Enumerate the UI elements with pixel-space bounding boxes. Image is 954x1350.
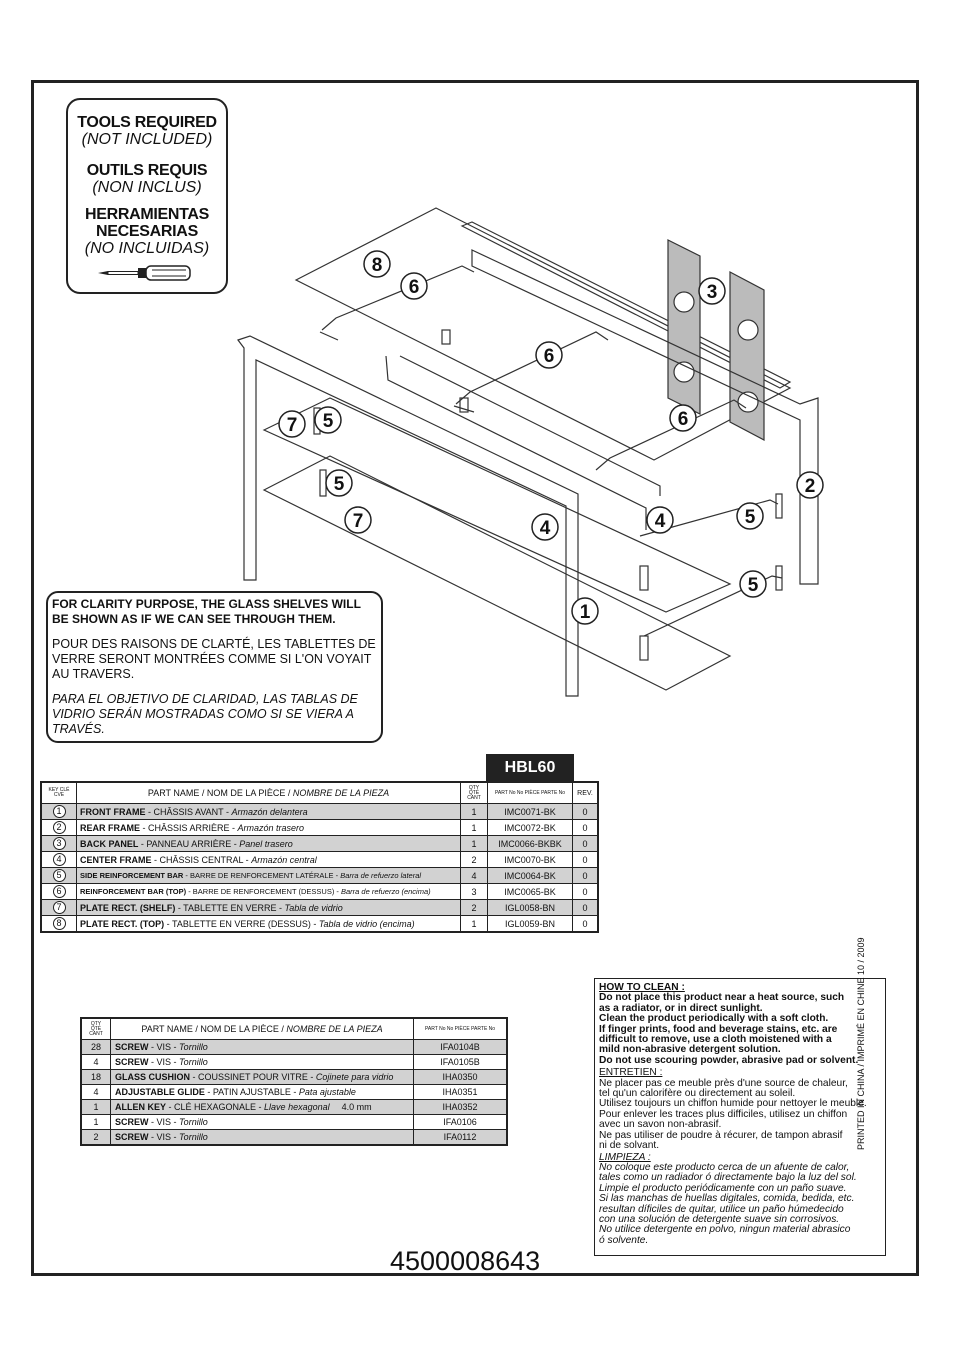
part-number: IMC0071-BK xyxy=(488,804,573,820)
document-number: 4500008643 xyxy=(390,1246,541,1276)
part-name-spanish: Armazón trasero xyxy=(237,822,305,833)
clean-line: Clean the product periodically with a soft cloth. xyxy=(599,1013,829,1025)
clean-line: ó solvente. xyxy=(599,1234,649,1246)
clean-line: ni de solvant. xyxy=(599,1140,660,1152)
printed-in-note: PRINTED IN CHINA / IMPRIMÉ EN CHINE 10 / 2009 xyxy=(856,937,866,1150)
part-number: IMC0066-BKBK xyxy=(488,836,573,852)
part-name xyxy=(77,900,461,916)
callout-6c: 6 xyxy=(677,409,689,430)
hw-header-part-name-plain: PART NAME / NOM DE LA PIÈCE / xyxy=(141,1024,287,1034)
callout-5d: 5 xyxy=(747,575,759,596)
part-name-rest: - CHÂSSIS ARRIÈRE - xyxy=(140,822,238,833)
part-key xyxy=(41,884,77,900)
clean-line: avec un savon non-abrasif. xyxy=(599,1119,722,1131)
table-row xyxy=(81,1070,507,1085)
callout-1: 1 xyxy=(579,602,591,623)
hw-name xyxy=(111,1040,414,1055)
hw-name-rest: - COUSSINET POUR VITRE - xyxy=(190,1072,316,1082)
hw-name xyxy=(111,1100,414,1115)
hardware-header-row xyxy=(81,1018,507,1040)
clean-line: difficult to remove, use a cloth moistened with a xyxy=(599,1034,832,1046)
hw-header-part-name xyxy=(111,1018,414,1040)
part-key-number: 6 xyxy=(53,885,66,898)
part-number: IMC0065-BK xyxy=(488,884,573,900)
callout-7a: 7 xyxy=(286,415,298,436)
part-number: IMC0072-BK xyxy=(488,820,573,836)
table-row xyxy=(81,1100,507,1115)
part-name-rest: - TABLETTE EN VERRE (DESSUS) - xyxy=(164,918,319,929)
hw-header-qty: QTY QTÉ CANT xyxy=(81,1018,111,1040)
part-name-bold: PLATE RECT. (TOP) xyxy=(80,918,165,929)
part-name xyxy=(77,916,461,933)
part-number: IGL0059-BN xyxy=(488,916,573,933)
part-name xyxy=(77,820,461,836)
hw-name-bold: GLASS CUSHION xyxy=(115,1072,191,1082)
hw-name-rest: - VIS - xyxy=(148,1132,180,1142)
part-key-number: 8 xyxy=(53,917,66,930)
hardware-table xyxy=(80,1017,508,1146)
hw-qty: 1 xyxy=(81,1115,111,1130)
part-qty: 1 xyxy=(461,820,488,836)
hw-name-bold: SCREW xyxy=(115,1117,149,1127)
parts-header-row xyxy=(41,782,598,804)
part-key-number: 1 xyxy=(53,805,66,818)
clean-line: tales como un radiador ó directamente bajo la luz del sol. xyxy=(599,1172,857,1184)
model-badge: HBL60 xyxy=(486,754,574,781)
part-rev: 0 xyxy=(573,868,599,884)
part-key-number: 5 xyxy=(53,869,66,882)
hw-name xyxy=(111,1115,414,1130)
clean-line: Utilisez toujours un chiffon humide pour nettoyer le meuble. xyxy=(599,1098,867,1110)
hw-qty: 4 xyxy=(81,1055,111,1070)
table-row xyxy=(81,1115,507,1130)
clean-en-title: HOW TO CLEAN : xyxy=(599,982,685,993)
part-qty: 1 xyxy=(461,916,488,933)
part-name-spanish: Tabla de vidrio xyxy=(284,902,343,913)
hw-name-spanish: Tornillo xyxy=(179,1117,208,1127)
hw-name-spanish: Tornillo xyxy=(179,1057,208,1067)
part-key-number: 2 xyxy=(53,821,66,834)
part-name-spanish: Barra de refuerzo (encima) xyxy=(341,887,431,896)
hw-name-spanish: Pata ajustable xyxy=(298,1087,356,1097)
clean-line: Si las manchas de huellas digitales, comida, bedida, etc. xyxy=(599,1193,855,1205)
hw-name-bold: SCREW xyxy=(115,1057,149,1067)
table-row xyxy=(81,1040,507,1055)
hw-name-rest: - PATIN AJUSTABLE - xyxy=(204,1087,299,1097)
table-row xyxy=(41,804,598,820)
callout-2: 2 xyxy=(804,476,816,497)
clean-line: No utilice detergente en polvo, ningun material abrasico xyxy=(599,1224,851,1236)
hw-qty: 2 xyxy=(81,1130,111,1146)
part-name-bold: PLATE RECT. (SHELF) xyxy=(80,902,176,913)
part-qty: 2 xyxy=(461,852,488,868)
hw-name-rest: - VIS - xyxy=(148,1042,180,1052)
tools-es-title-2: NECESARIAS xyxy=(96,223,198,240)
clean-line: No coloque este producto cerca de un afuente de calor, xyxy=(599,1161,850,1173)
callout-3: 3 xyxy=(706,282,718,303)
table-row xyxy=(41,868,598,884)
part-name-spanish: Armazón central xyxy=(251,854,317,865)
hw-qty: 28 xyxy=(81,1040,111,1055)
table-row xyxy=(81,1130,507,1146)
hw-name-spanish: Tornillo xyxy=(179,1042,208,1052)
part-rev: 0 xyxy=(573,836,599,852)
table-row xyxy=(41,916,598,933)
clean-line: mild non-abrasive detergent solution. xyxy=(599,1044,781,1056)
header-qty: QTY QTÉ CANT xyxy=(461,782,488,804)
table-row xyxy=(81,1055,507,1070)
part-qty: 2 xyxy=(461,900,488,916)
part-rev: 0 xyxy=(573,916,599,933)
parts-table xyxy=(40,781,599,933)
clean-line: Pour enlever les traces plus difficiles, utilisez un chiffon xyxy=(599,1108,848,1120)
hw-name-rest: - VIS - xyxy=(148,1117,180,1127)
part-key-number: 3 xyxy=(53,837,66,850)
tools-fr-sub: (NON INCLUS) xyxy=(92,179,202,196)
clean-line: as a radiator, or in direct sunlight. xyxy=(599,1002,763,1014)
clean-es-title: LIMPIEZA : xyxy=(599,1151,651,1163)
part-name-spanish: Armazón delantera xyxy=(231,806,308,817)
part-rev: 0 xyxy=(573,884,599,900)
cleaning-instructions xyxy=(594,978,886,1256)
clarity-es: PARA EL OBJETIVO DE CLARIDAD, LAS TABLAS DE VIDRIO SERÁN MOSTRADAS COMO SI SE VIERA A TRAVÉS. xyxy=(52,692,358,736)
callout-8: 8 xyxy=(371,255,383,276)
hw-qty: 4 xyxy=(81,1085,111,1100)
header-part-name-plain: PART NAME / NOM DE LA PIÈCE / xyxy=(147,788,293,798)
tools-en-sub: (NOT INCLUDED) xyxy=(81,131,213,148)
hw-part-number: IFA0105B xyxy=(414,1055,508,1070)
hw-name-spanish: Cojinete para vidrio xyxy=(315,1072,394,1082)
part-key xyxy=(41,804,77,820)
tools-en-title: TOOLS REQUIRED xyxy=(77,114,217,131)
clean-line: Do not use scouring powder, abrasive pad or solvent. xyxy=(599,1054,859,1066)
hw-name-bold: ADJUSTABLE GLIDE xyxy=(115,1087,205,1097)
part-name-bold: REINFORCEMENT BAR (TOP) xyxy=(80,887,187,896)
clean-line: tel qu'un calorifère ou directement au soleil. xyxy=(599,1088,796,1100)
hw-name-bold: SCREW xyxy=(115,1132,149,1142)
part-key-number: 4 xyxy=(53,853,66,866)
hw-header-part-name-italic: NOMBRE DE LA PIEZA xyxy=(286,1024,383,1034)
hw-name-rest: - VIS - xyxy=(148,1057,180,1067)
part-number: IMC0070-BK xyxy=(488,852,573,868)
hw-part-number: IHA0352 xyxy=(414,1100,508,1115)
part-name-spanish: Barra de refuerzo lateral xyxy=(340,871,422,880)
part-name xyxy=(77,868,461,884)
part-name-rest: - TABLETTE EN VERRE - xyxy=(175,902,285,913)
part-key xyxy=(41,820,77,836)
part-name xyxy=(77,884,461,900)
hw-qty: 18 xyxy=(81,1070,111,1085)
clarity-note xyxy=(46,591,383,743)
part-name-bold: FRONT FRAME xyxy=(80,806,146,817)
clean-line: con una solución de detergente suave sin corrosivos. xyxy=(599,1213,840,1225)
hw-name-bold: SCREW xyxy=(115,1042,149,1052)
part-qty: 3 xyxy=(461,884,488,900)
tools-es-title-1: HERRAMIENTAS xyxy=(84,206,210,223)
part-key-number: 7 xyxy=(53,901,66,914)
tools-fr-title: OUTILS REQUIS xyxy=(86,162,208,179)
part-name-rest: - PANNEAU ARRIÈRE - xyxy=(138,838,240,849)
clean-line: Limpie el producto periódicamente con un paño suave. xyxy=(599,1182,847,1194)
part-rev: 0 xyxy=(573,852,599,868)
callout-5a: 5 xyxy=(322,411,334,432)
part-name-spanish: Tabla de vidrio (encima) xyxy=(318,918,415,929)
part-name-rest: - BARRE DE RENFORCEMENT LATÉRALE - xyxy=(183,871,341,880)
part-qty: 1 xyxy=(461,836,488,852)
part-number: IGL0058-BN xyxy=(488,900,573,916)
part-name-rest: - CHÂSSIS AVANT - xyxy=(145,806,232,817)
table-row xyxy=(81,1085,507,1100)
part-name xyxy=(77,836,461,852)
clean-line: If finger prints, food and beverage stains, etc. are xyxy=(599,1023,838,1035)
part-name-rest: - BARRE DE RENFORCEMENT (DESSUS) - xyxy=(186,887,341,896)
clean-line: Ne pas utiliser de poudre à récurer, de tampon abrasif xyxy=(599,1129,843,1141)
part-key xyxy=(41,900,77,916)
hw-name-bold: ALLEN KEY xyxy=(115,1102,167,1112)
header-key: KEY CLÉ CVE xyxy=(41,782,77,804)
table-row xyxy=(41,820,598,836)
part-name xyxy=(77,852,461,868)
hw-header-part-no: PART No No PIÈCE PARTE No xyxy=(414,1018,508,1040)
callout-4b: 4 xyxy=(654,511,666,532)
part-rev: 0 xyxy=(573,804,599,820)
hw-qty: 1 xyxy=(81,1100,111,1115)
table-row xyxy=(41,900,598,916)
callout-6b: 6 xyxy=(543,346,555,367)
table-row xyxy=(41,836,598,852)
header-part-name-italic: NOMBRE DE LA PIEZA xyxy=(292,788,390,798)
table-row xyxy=(41,852,598,868)
hw-extra: 4.0 mm xyxy=(341,1102,372,1112)
part-qty: 1 xyxy=(461,804,488,820)
callout-5b: 5 xyxy=(333,474,345,495)
part-name-bold: CENTER FRAME xyxy=(80,854,152,865)
clean-line: Do not place this product near a heat source, such xyxy=(599,992,845,1004)
tools-es-sub: (NO INCLUIDAS) xyxy=(84,240,210,257)
callout-6a: 6 xyxy=(408,277,420,298)
hw-name xyxy=(111,1055,414,1070)
clean-line: Ne placer pas ce meuble près d'une source de chaleur, xyxy=(599,1077,848,1089)
part-key xyxy=(41,916,77,933)
hw-name-spanish: Tornillo xyxy=(179,1132,208,1142)
clean-line: resultan díficiles de quitar, utilice un paño húmedecido xyxy=(599,1203,844,1215)
part-key xyxy=(41,852,77,868)
part-name-spanish: Panel trasero xyxy=(239,838,293,849)
part-key xyxy=(41,836,77,852)
part-rev: 0 xyxy=(573,900,599,916)
hw-part-number: IFA0106 xyxy=(414,1115,508,1130)
hw-name-spanish: Llave hexagonal xyxy=(264,1102,330,1112)
part-qty: 4 xyxy=(461,868,488,884)
part-name-bold: BACK PANEL xyxy=(80,838,139,849)
hw-name xyxy=(111,1085,414,1100)
header-part-name xyxy=(77,782,461,804)
hw-part-number: IFA0104B xyxy=(414,1040,508,1055)
part-name xyxy=(77,804,461,820)
header-part-no: PART No No PIÈCE PARTE No xyxy=(488,782,573,804)
clean-fr-title: ENTRETIEN : xyxy=(599,1067,663,1079)
clarity-fr: POUR DES RAISONS DE CLARTÉ, LES TABLETTES DE VERRE SERONT MONTRÉES COMME SI L'ON VOYAIT AU TRAVERS. xyxy=(52,637,376,681)
part-number: IMC0064-BK xyxy=(488,868,573,884)
hw-name-rest: - CLÉ HEXAGONALE - xyxy=(166,1102,265,1112)
callout-4a: 4 xyxy=(539,518,551,539)
clarity-en: FOR CLARITY PURPOSE, THE GLASS SHELVES WILL BE SHOWN AS IF WE CAN SEE THROUGH THEM. xyxy=(52,597,361,626)
part-name-rest: - CHÂSSIS CENTRAL - xyxy=(151,854,252,865)
callout-7b: 7 xyxy=(352,511,364,532)
hw-part-number: IFA0112 xyxy=(414,1130,508,1146)
part-key xyxy=(41,868,77,884)
header-rev: REV. xyxy=(573,782,599,804)
part-name-bold: SIDE REINFORCEMENT BAR xyxy=(80,871,184,880)
callout-5c: 5 xyxy=(744,507,756,528)
hw-name xyxy=(111,1130,414,1146)
hw-name xyxy=(111,1070,414,1085)
table-row xyxy=(41,884,598,900)
part-rev: 0 xyxy=(573,820,599,836)
part-name-bold: REAR FRAME xyxy=(80,822,140,833)
hw-part-number: IHA0350 xyxy=(414,1070,508,1085)
hw-part-number: IHA0351 xyxy=(414,1085,508,1100)
